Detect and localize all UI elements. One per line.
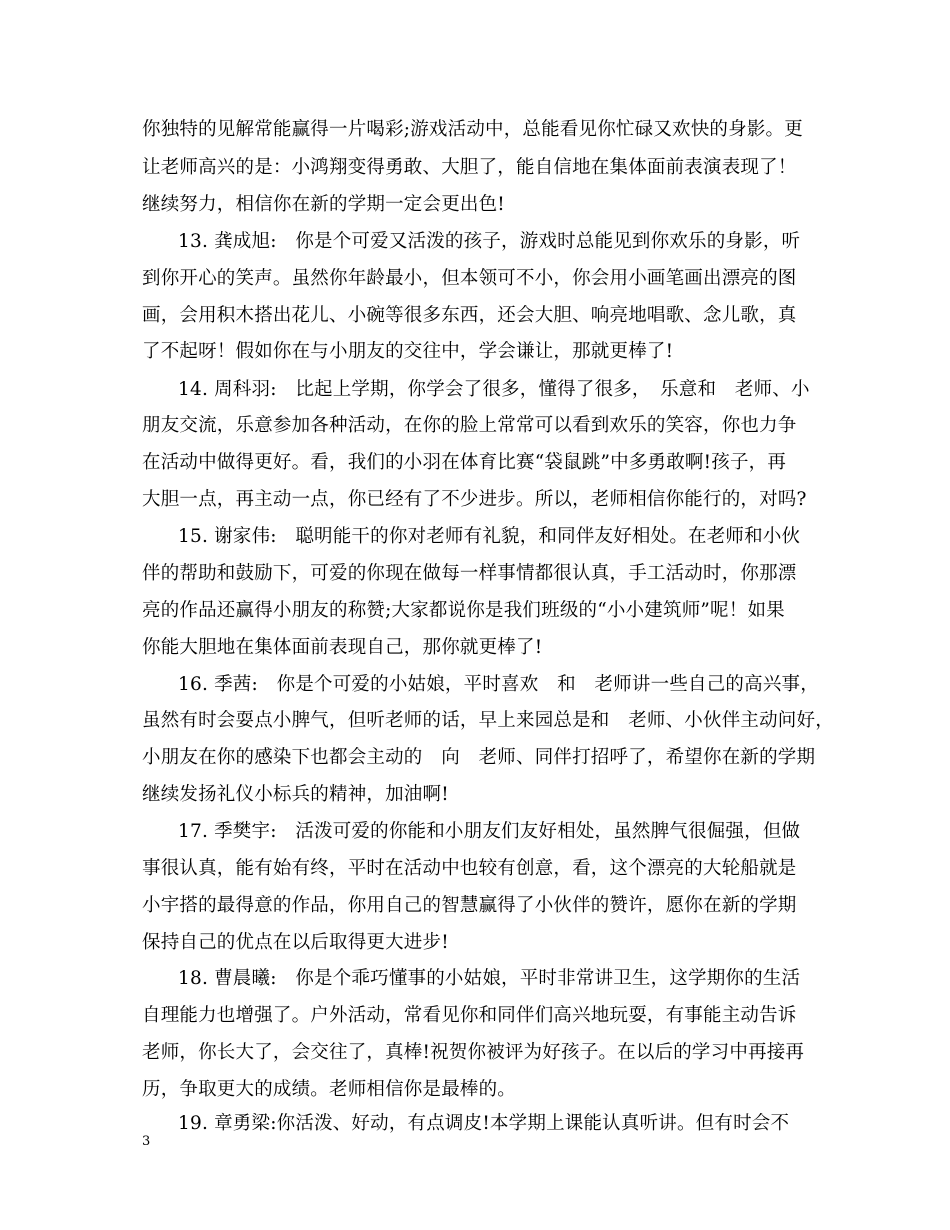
text-line: 老师，你长大了，会交往了，真棒!祝贺你被评为好孩子。在以后的学习中再接再 [142, 1042, 805, 1063]
text-line: 让老师高兴的是：小鸿翔变得勇敢、大胆了，能自信地在集体面前表演表现了！ [142, 157, 797, 178]
text-line: 历，争取更大的成绩。老师相信你是最棒的。 [142, 1079, 517, 1100]
text-line: 在活动中做得更好。看，我们的小羽在体育比赛“袋鼠跳”中多勇敢啊!孩子，再 [142, 452, 787, 473]
text-line: 继续努力，相信你在新的学期一定会更出色! [142, 194, 505, 215]
text-line: 画，会用积木搭出花儿、小碗等很多东西，还会大胆、响亮地唱歌、念儿歌，真 [142, 305, 797, 326]
paragraph-18-start: 18. 曹晨曦: 你是个乖巧懂事的小姑娘，平时非常讲卫生，这学期你的生活 [178, 968, 801, 989]
text-line: 虽然有时会耍点小脾气，但听老师的话，早上来园总是和 老师、小伙伴主动问好， [142, 710, 834, 731]
text-line: 小朋友在你的感染下也都会主动的 向 老师、同伴打招呼了，希望你在新的学期 [142, 747, 816, 768]
text-line: 保持自己的优点在以后取得更大进步! [142, 932, 449, 953]
page-number: 3 [142, 1134, 151, 1149]
paragraph-17-start: 17. 季樊宇: 活泼可爱的你能和小朋友们友好相处，虽然脾气很倔强，但做 [178, 821, 801, 842]
text-line: 大胆一点，再主动一点，你已经有了不少进步。所以，老师相信你能行的，对吗? [142, 489, 807, 510]
paragraph-14-start: 14. 周科羽: 比起上学期，你学会了很多，懂得了很多， 乐意和 老师、小 [178, 379, 810, 400]
text-line: 亮的作品还赢得小朋友的称赞;大家都说你是我们班级的“小小建筑师”呢！如果 [142, 600, 785, 621]
text-line: 伴的帮助和鼓励下，可爱的你现在做每一样事情都很认真，手工活动时，你那漂 [142, 563, 797, 584]
text-line: 继续发扬礼仪小标兵的精神，加油啊! [142, 784, 449, 805]
text-line: 你独特的见解常能赢得一片喝彩;游戏活动中，总能看见你忙碌又欢快的身影。更 [142, 119, 803, 140]
paragraph-16-start: 16. 季茜: 你是个可爱的小姑娘，平时喜欢 和 老师讲一些自己的高兴事， [178, 674, 819, 695]
text-line: 小宇搭的最得意的作品，你用自己的智慧赢得了小伙伴的赞许，愿你在新的学期 [142, 895, 797, 916]
paragraph-19-start: 19. 章勇梁:你活泼、好动，有点调皮!本学期上课能认真听讲。但有时会不 [178, 1113, 790, 1134]
text-line: 自理能力也增强了。户外活动，常看见你和同伴们高兴地玩耍，有事能主动告诉 [142, 1005, 797, 1026]
paragraph-13-start: 13. 龚成旭: 你是个可爱又活泼的孩子，游戏时总能见到你欢乐的身影，听 [178, 231, 801, 252]
text-line: 了不起呀！假如你在与小朋友的交往中，学会谦让，那就更棒了! [142, 341, 674, 362]
text-line: 到你开心的笑声。虽然你年龄最小，但本领可不小，你会用小画笔画出漂亮的图 [142, 268, 797, 289]
paragraph-15-start: 15. 谢家伟: 聪明能干的你对老师有礼貌，和同伴友好相处。在老师和小伙 [178, 526, 801, 547]
text-line: 你能大胆地在集体面前表现自己，那你就更棒了! [142, 637, 543, 658]
text-line: 事很认真，能有始有终，平时在活动中也较有创意，看，这个漂亮的大轮船就是 [142, 858, 797, 879]
text-line: 朋友交流，乐意参加各种活动，在你的脸上常常可以看到欢乐的笑容，你也力争 [142, 415, 797, 436]
